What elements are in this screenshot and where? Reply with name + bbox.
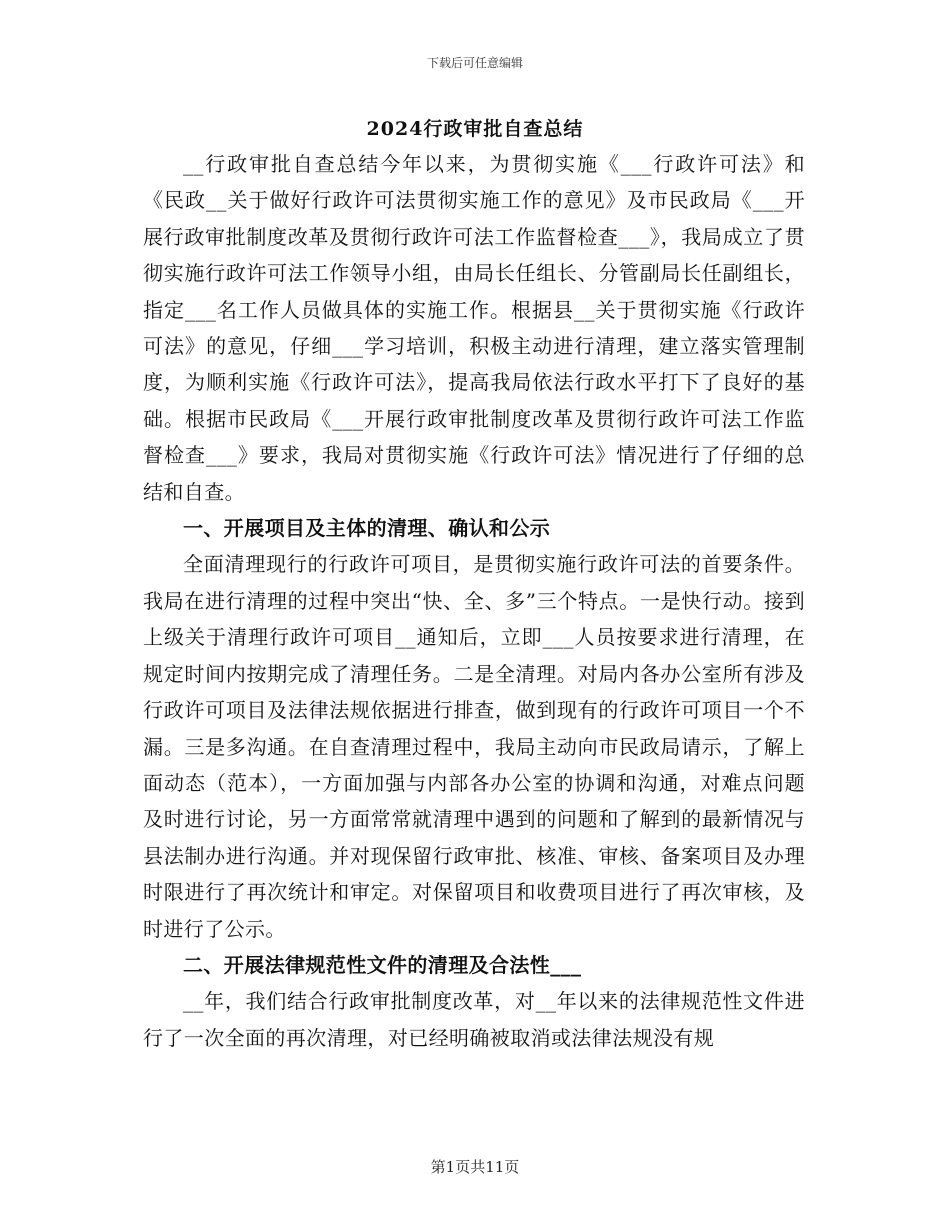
section-2-heading: 二、开展法律规范性文件的清理及合法性___ bbox=[183, 952, 582, 977]
intro-paragraph: __行政审批自查总结今年以来，为贯彻实施《___行政许可法》和《民政__关于做好行政许可法贯彻实施工作的意见》及市民政局《___开展行政审批制度改革及贯彻行政许可法工作监督检查___》，我局成立了贯彻实施行政许可法工作领导小组，由局长任组长、分管副局长任副组长，指定___名工作人员做具体的实施工作。根据县__关于贯彻实施《行政许可法》的意见，仔细___学习培训，积极主动进行清理，建立落实管理制度，为顺利实施《行政许可法》，提高我局依法行政水平打下了良好的基础。根据市民政局《___开展行政审批制度改革及贯彻行政许可法工作监督检查___》要求，我局对贯彻实施《行政许可法》情况进行了仔细的总结和自查。 bbox=[143, 152, 805, 504]
section-1-heading: 一、开展项目及主体的清理、确认和公示 bbox=[183, 516, 551, 541]
section-1-paragraph: 全面清理现行的行政许可项目，是贯彻实施行政许可法的首要条件。我局在进行清理的过程中突出“快、全、多”三个特点。一是快行动。接到上级关于清理行政许可项目__通知后，立即___人员按要求进行清理，在规定时间内按期完成了清理任务。二是全清理。对局内各办公室所有涉及行政许可项目及法律法规依据进行排查，做到现有的行政许可项目一个不漏。三是多沟通。在自查清理过程中，我局主动向市民政局请示，了解上面动态（范本），一方面加强与内部各办公室的协调和沟通，对难点问题及时进行讨论，另一方面常常就清理中遇到的问题和了解到的最新情况与县法制办进行沟通。并对现保留行政审批、核准、审核、备案项目及办理时限进行了再次统计和审定。对保留项目和收费项目进行了再次审核，及时进行了公示。 bbox=[143, 552, 805, 941]
header-note: 下载后可任意编辑 bbox=[426, 56, 523, 70]
section-2-paragraph: __年，我们结合行政审批制度改革，对__年以来的法律规范性文件进行了一次全面的再次清理，对已经明确被取消或法律法规没有规 bbox=[143, 989, 805, 1050]
document-body bbox=[143, 146, 805, 1056]
page-number: 第1页共11页 bbox=[430, 1158, 520, 1176]
document-title: 2024行政审批自查总结 bbox=[366, 118, 584, 140]
